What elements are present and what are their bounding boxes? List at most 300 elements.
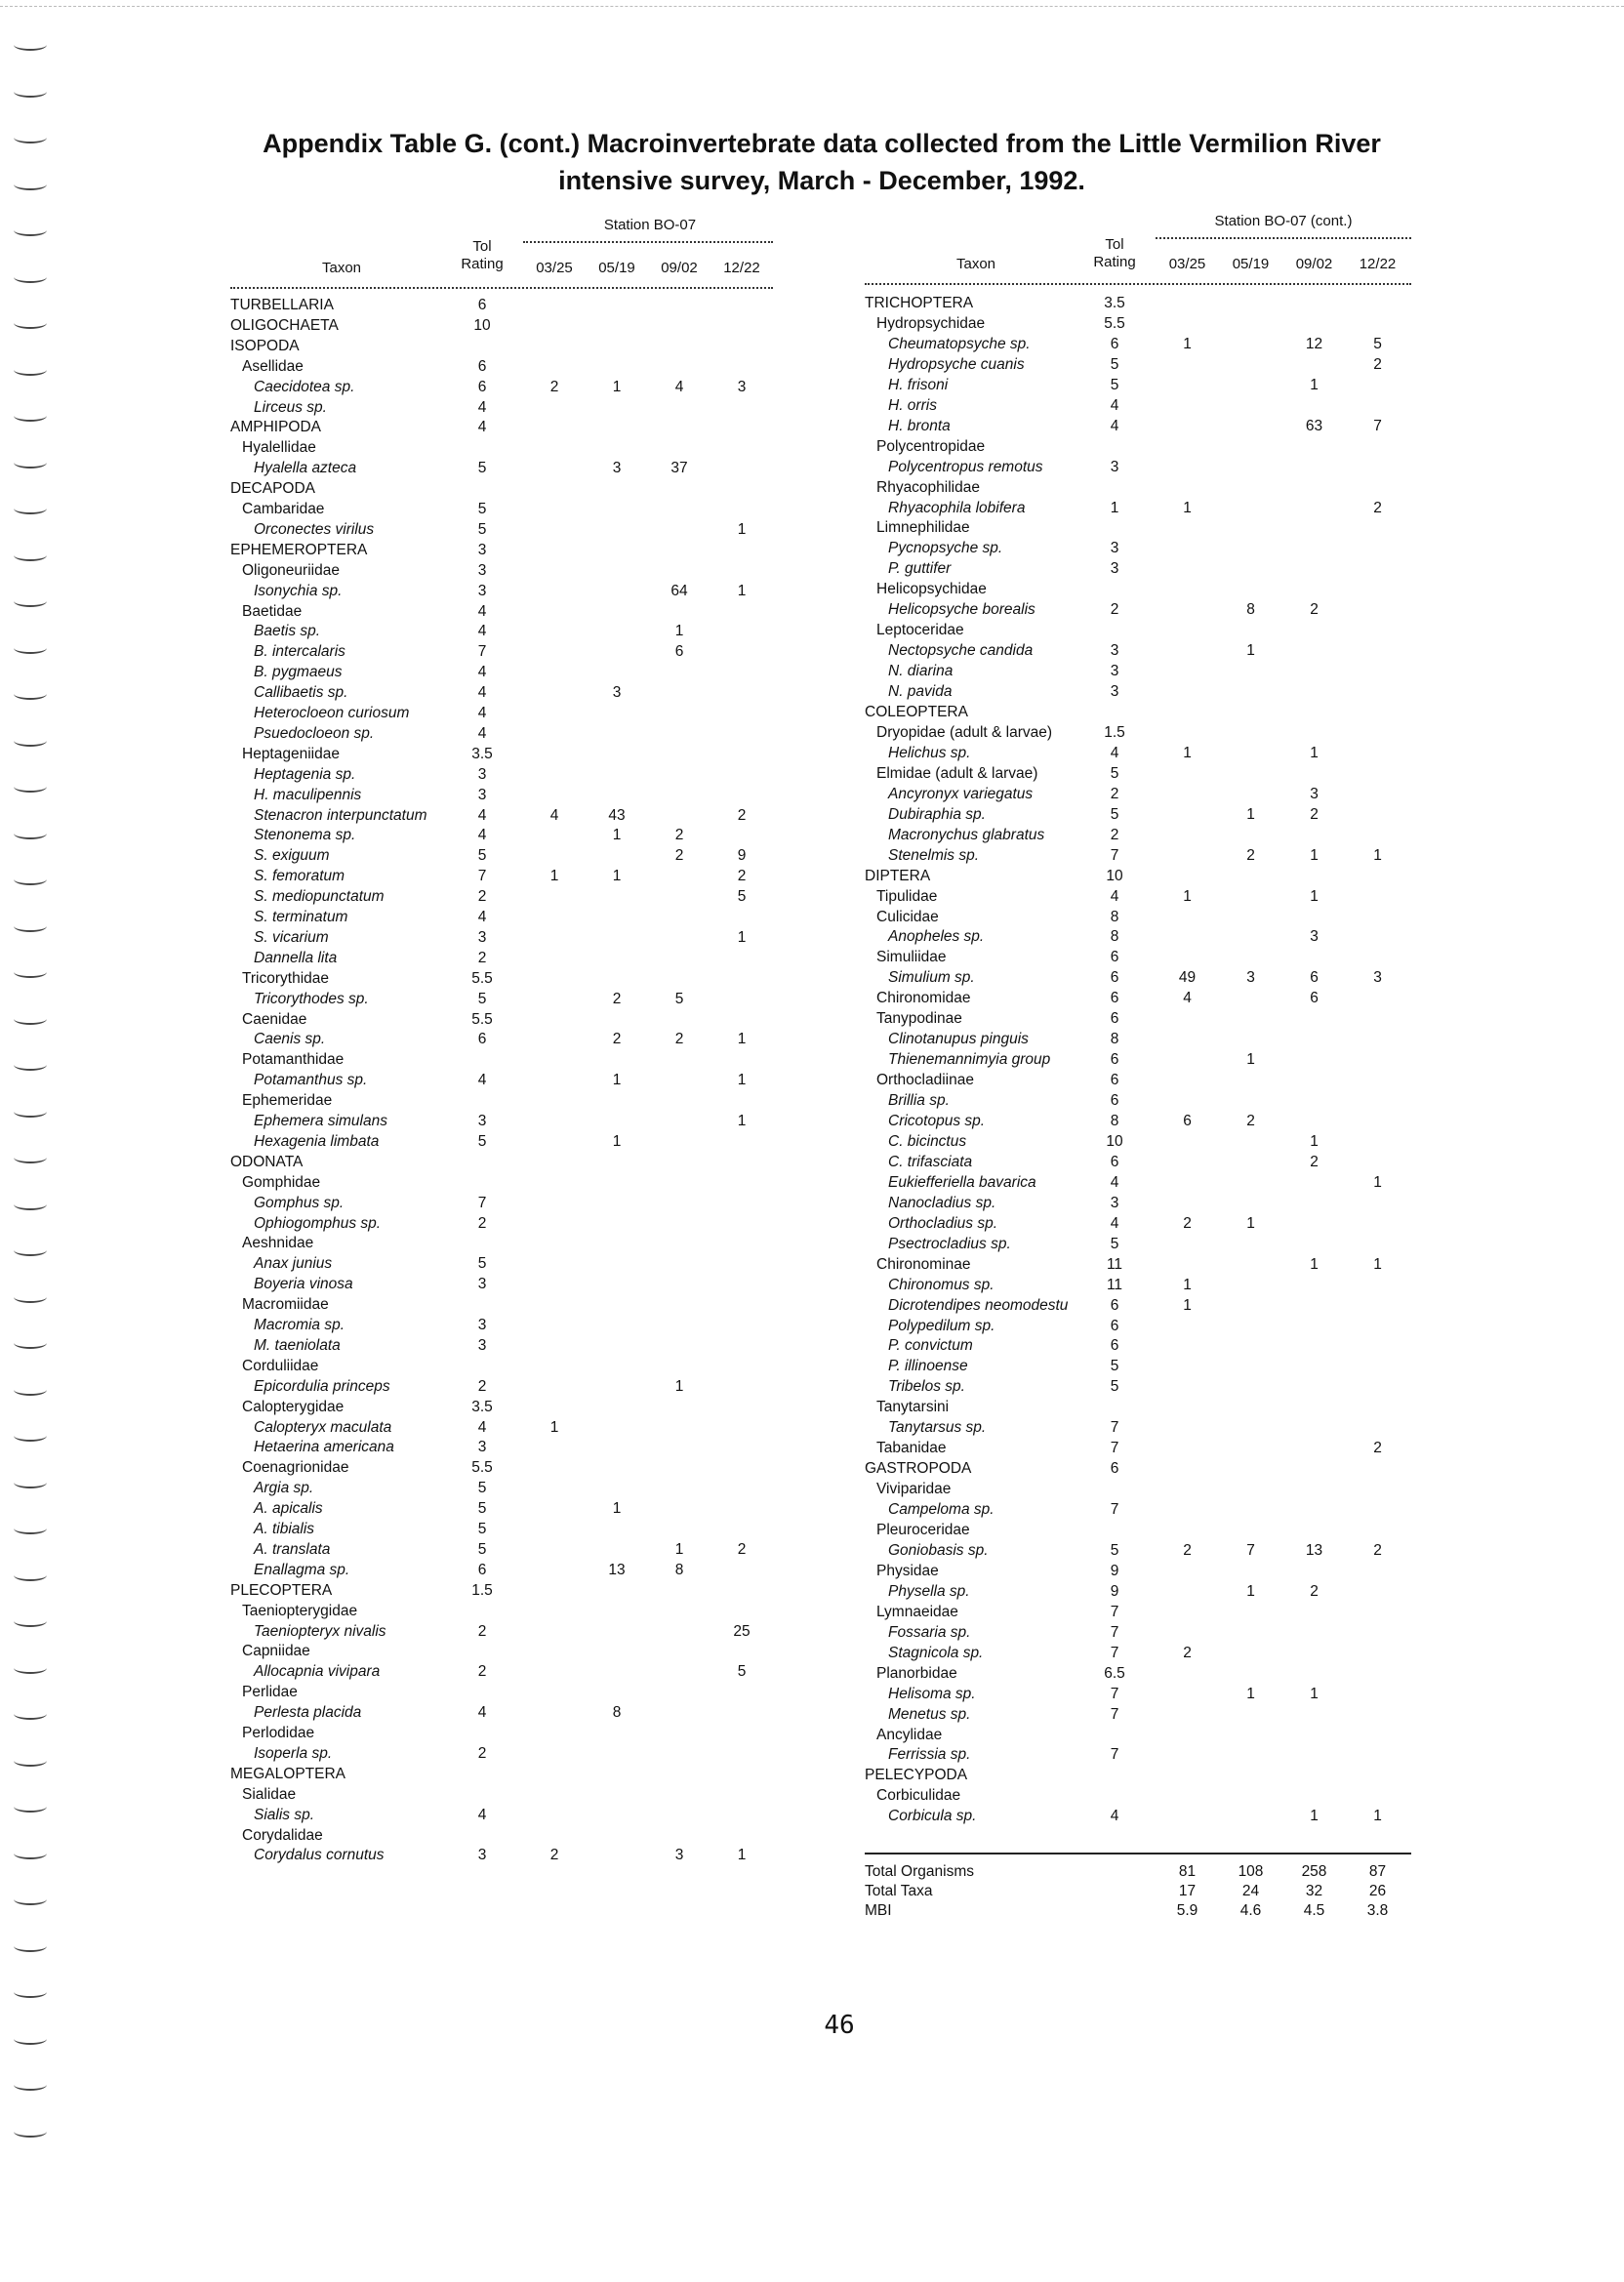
table-row (865, 354, 1411, 375)
taxon-cell: Taeniopterygidae (242, 1602, 358, 1619)
table-row (230, 744, 777, 764)
tol-rating-cell: 2 (477, 1377, 487, 1395)
table-row (865, 1172, 1411, 1193)
taxon-cell: Corydalus cornutus (254, 1847, 385, 1864)
table-row (230, 1621, 777, 1642)
table-row (865, 1275, 1411, 1295)
tol-rating-cell: 5 (477, 501, 487, 517)
tol-rating-cell: 5 (477, 1255, 487, 1273)
count-cell: 1 (737, 520, 747, 538)
taxon-cell: Lirceus sp. (254, 398, 327, 416)
tol-rating-cell: 6 (477, 357, 487, 375)
table-row (865, 538, 1411, 558)
table-row (230, 1213, 777, 1234)
table-row (230, 641, 777, 662)
count-cell: 1 (1183, 335, 1192, 352)
tol-rating-cell: 11 (1106, 1276, 1123, 1293)
tol-rating-cell: 7 (1110, 1685, 1119, 1702)
count-cell: 49 (1178, 969, 1197, 987)
taxon-cell: A. tibialis (254, 1521, 315, 1537)
right-header-taxon: Taxon (955, 256, 996, 272)
count-cell: 1 (612, 1500, 622, 1518)
taxon-cell: Coenagrionidae (242, 1459, 349, 1477)
count-cell: 2 (549, 378, 559, 395)
taxon-cell: Argia sp. (254, 1480, 314, 1497)
count-cell: 25 (733, 1622, 751, 1640)
table-row (230, 1702, 777, 1723)
taxon-cell: Corduliidae (242, 1357, 319, 1374)
taxon-cell: Pleuroceridae (876, 1522, 970, 1538)
table-row (865, 498, 1411, 518)
taxon-cell: Perlidae (242, 1684, 298, 1701)
totals-value: 24 (1241, 1883, 1260, 1899)
tol-rating-cell: 4 (477, 705, 487, 721)
tol-rating-cell: 2 (477, 1622, 487, 1640)
table-row (230, 540, 777, 560)
binder-ring (14, 410, 47, 422)
table-row (865, 1131, 1411, 1152)
table-row (230, 621, 777, 641)
tol-rating-cell: 7 (477, 1194, 487, 1211)
count-cell: 1 (1246, 1685, 1255, 1702)
taxon-cell: Tanytarsus sp. (888, 1419, 987, 1437)
tol-rating-cell: 3 (477, 541, 487, 558)
table-row (865, 1725, 1411, 1745)
table-row (865, 416, 1411, 436)
table-row (230, 499, 777, 519)
tol-rating-cell: 5 (1110, 764, 1119, 782)
taxon-cell: M. taeniolata (254, 1336, 341, 1354)
table-row (865, 1806, 1411, 1826)
taxon-cell: Chironomidae (876, 990, 971, 1007)
binder-ring (14, 132, 47, 143)
count-cell: 13 (1305, 1541, 1323, 1559)
taxon-cell: Epicordulia princeps (254, 1377, 390, 1395)
totals-value: 4.6 (1239, 1902, 1262, 1919)
tol-rating-cell: 4 (477, 664, 487, 681)
count-cell: 2 (1310, 601, 1319, 619)
table-row (865, 661, 1411, 681)
count-cell: 8 (1246, 601, 1255, 619)
tol-rating-cell: 4 (477, 827, 487, 844)
totals-label: Total Organisms (865, 1863, 974, 1880)
count-cell: 2 (1310, 1153, 1319, 1170)
table-row (230, 478, 777, 499)
tol-rating-cell: 3 (477, 786, 487, 803)
count-cell: 1 (1246, 1582, 1255, 1600)
tol-rating-cell: 6 (1110, 969, 1119, 987)
taxon-cell: Stenacron interpunctatum (254, 806, 427, 824)
tol-rating-cell: 4 (1110, 887, 1119, 905)
binder-ring (14, 317, 47, 329)
taxon-cell: Viviparidae (876, 1481, 952, 1498)
tol-rating-cell: 6 (1110, 990, 1119, 1007)
taxon-cell: PELECYPODA (865, 1767, 968, 1784)
tol-rating-cell: 5.5 (471, 1459, 493, 1477)
tol-rating-cell: 4 (477, 724, 487, 742)
count-cell: 2 (674, 847, 684, 865)
taxon-cell: Corydalidae (242, 1826, 323, 1844)
table-row (230, 764, 777, 785)
tol-rating-cell: 7 (1110, 1440, 1119, 1457)
count-cell: 37 (670, 460, 688, 477)
tol-rating-cell: 8 (1110, 908, 1119, 925)
taxon-cell: Heptageniidae (242, 745, 340, 762)
table-row (865, 1213, 1411, 1234)
table-row (865, 1438, 1411, 1458)
tol-rating-cell: 4 (477, 419, 487, 436)
table-row (865, 1152, 1411, 1172)
count-cell: 4 (549, 806, 559, 824)
taxon-cell: P. guttifer (888, 560, 952, 578)
tol-rating-cell: 4 (477, 602, 487, 620)
table-row (865, 947, 1411, 967)
tol-rating-cell: 4 (1110, 417, 1119, 434)
table-row (865, 1704, 1411, 1725)
table-row (865, 1744, 1411, 1765)
table-row (230, 1764, 777, 1784)
taxon-cell: Rhyacophila lobifera (888, 499, 1026, 516)
taxon-cell: Tribelos sp. (888, 1378, 965, 1396)
table-row (230, 356, 777, 377)
totals-value: 3.8 (1366, 1902, 1389, 1919)
table-row (230, 437, 777, 458)
table-row (230, 805, 777, 826)
table-row (230, 1356, 777, 1376)
count-cell: 1 (1310, 376, 1319, 393)
taxon-cell: Macromia sp. (254, 1317, 345, 1333)
tol-rating-cell: 2 (1110, 601, 1119, 619)
count-cell: 2 (737, 868, 747, 885)
taxon-cell: DIPTERA (865, 867, 931, 884)
count-cell: 1 (737, 1847, 747, 1864)
taxon-cell: S. terminatum (254, 909, 348, 925)
table-row (865, 988, 1411, 1008)
taxon-cell: Anax junius (254, 1255, 333, 1273)
table-row (230, 1682, 777, 1702)
tol-rating-cell: 10 (1106, 867, 1123, 884)
tol-rating-cell: 4 (477, 1806, 487, 1823)
count-cell: 3 (674, 1847, 684, 1864)
table-row (230, 1560, 777, 1580)
tol-rating-cell: 9 (1110, 1562, 1119, 1579)
binder-ring (14, 1244, 47, 1256)
taxon-cell: B. intercalaris (254, 643, 345, 661)
tol-rating-cell: 5 (1110, 1358, 1119, 1375)
taxon-cell: Enallagma sp. (254, 1561, 350, 1578)
count-cell: 1 (674, 623, 684, 640)
tol-rating-cell: 4 (477, 1418, 487, 1436)
tol-rating-cell: 2 (1110, 826, 1119, 843)
table-row (230, 1315, 777, 1335)
tol-rating-cell: 3 (477, 1336, 487, 1354)
taxon-cell: Dicrotendipes neomodestu (888, 1296, 1069, 1314)
count-cell: 1 (612, 827, 622, 844)
taxon-cell: Oligoneuriidae (242, 561, 340, 579)
table-row (865, 620, 1411, 640)
count-cell: 3 (1310, 785, 1319, 802)
taxon-cell: Campeloma sp. (888, 1501, 995, 1519)
taxon-cell: Corbiculidae (876, 1787, 961, 1805)
taxon-cell: Macronychus glabratus (888, 826, 1045, 843)
taxon-cell: Isonychia sp. (254, 582, 343, 599)
taxon-cell: Psuedocloeon sp. (254, 724, 375, 742)
taxon-cell: Caenidae (242, 1010, 307, 1028)
count-cell: 2 (612, 990, 622, 1007)
binder-ring (14, 1337, 47, 1349)
table-row (865, 866, 1411, 886)
taxon-cell: Dannella lita (254, 949, 338, 966)
count-cell: 1 (612, 1072, 622, 1089)
table-row (230, 1397, 777, 1417)
binder-ring (14, 1013, 47, 1025)
binder-ring (14, 1152, 47, 1163)
taxon-cell: Planorbidae (876, 1664, 957, 1682)
left-station-label: Station BO-07 (603, 217, 697, 233)
table-row (230, 1131, 777, 1152)
binder-ring (14, 595, 47, 607)
table-row (230, 315, 777, 336)
count-cell: 3 (612, 684, 622, 702)
taxon-cell: Ferrissia sp. (888, 1746, 971, 1764)
table-row (865, 1520, 1411, 1540)
taxon-cell: Culicidae (876, 908, 939, 925)
table-row (865, 1029, 1411, 1049)
count-cell: 1 (1310, 744, 1319, 761)
tol-rating-cell: 6 (1110, 949, 1119, 966)
taxon-cell: Dubiraphia sp. (888, 805, 986, 823)
count-cell: 3 (737, 378, 747, 395)
taxon-cell: GASTROPODA (865, 1460, 972, 1478)
count-cell: 2 (549, 1847, 559, 1864)
binder-ring (14, 1199, 47, 1210)
table-row (865, 1193, 1411, 1213)
table-row (230, 1294, 777, 1315)
left-header-taxon: Taxon (321, 260, 362, 276)
binder-ring (14, 1708, 47, 1720)
count-cell: 12 (1305, 335, 1323, 352)
taxon-cell: C. bicinctus (888, 1132, 967, 1150)
totals-value: 108 (1238, 1863, 1264, 1880)
binder-ring (14, 224, 47, 236)
table-row (230, 581, 777, 601)
tol-rating-cell: 7 (1110, 1746, 1119, 1764)
tol-rating-cell: 4 (477, 623, 487, 640)
right-header-d1: 03/25 (1168, 256, 1206, 272)
binder-ring (14, 457, 47, 469)
tol-rating-cell: 5.5 (471, 1010, 493, 1028)
count-cell: 1 (737, 1031, 747, 1048)
count-cell: 1 (1183, 887, 1192, 905)
binder-ring (14, 1523, 47, 1534)
count-cell: 1 (1246, 805, 1255, 823)
taxon-cell: ODONATA (230, 1153, 304, 1170)
taxon-cell: Boyeria vinosa (254, 1276, 353, 1293)
tol-rating-cell: 7 (1110, 1419, 1119, 1437)
table-row (230, 927, 777, 948)
tol-rating-cell: 5 (477, 990, 487, 1007)
taxon-cell: COLEOPTERA (865, 704, 968, 720)
tol-rating-cell: 7 (1110, 1705, 1119, 1723)
tol-rating-cell: 2 (477, 1214, 487, 1232)
table-row (230, 1519, 777, 1539)
totals-value: 5.9 (1176, 1902, 1198, 1919)
count-cell: 2 (1373, 1440, 1382, 1457)
binder-ring (14, 1106, 47, 1118)
taxon-cell: Caecidotea sp. (254, 378, 355, 395)
tol-rating-cell: 3 (477, 928, 487, 946)
tol-rating-cell: 6 (1110, 1153, 1119, 1170)
table-row (230, 377, 777, 397)
taxon-cell: H. maculipennis (254, 786, 362, 803)
tol-rating-cell: 6 (477, 1031, 487, 1048)
table-row (865, 1316, 1411, 1336)
count-cell: 7 (1246, 1541, 1255, 1559)
tol-rating-cell: 5 (1110, 1378, 1119, 1396)
taxon-cell: Orthocladiinae (876, 1072, 974, 1089)
taxon-cell: Stenonema sp. (254, 827, 356, 844)
table-row (230, 1152, 777, 1172)
taxon-cell: A. apicalis (254, 1500, 323, 1518)
totals-row (865, 1881, 1411, 1901)
totals-row (865, 1900, 1411, 1921)
tol-rating-cell: 8 (1110, 928, 1119, 946)
right-header-d4: 12/22 (1359, 256, 1397, 272)
totals-label: MBI (865, 1902, 892, 1919)
left-header-d4: 12/22 (723, 260, 760, 276)
count-cell: 1 (737, 1072, 747, 1089)
table-row (230, 1437, 777, 1457)
taxon-cell: Limnephilidae (876, 519, 970, 537)
title-line-1: Appendix Table G. (cont.) Macroinvertebrate data collected from the Little Vermilion River (263, 129, 1381, 158)
tol-rating-cell: 3 (1110, 560, 1119, 578)
taxon-cell: ISOPODA (230, 337, 300, 354)
table-row (230, 1825, 777, 1846)
tol-rating-cell: 7 (1110, 1644, 1119, 1661)
tol-rating-cell: 10 (473, 316, 491, 334)
tol-rating-cell: 5.5 (471, 969, 493, 987)
tol-rating-cell: 5 (477, 460, 487, 477)
right-header-d3: 09/02 (1295, 256, 1333, 272)
table-row (230, 1845, 777, 1865)
right-header-d2: 05/19 (1232, 256, 1270, 272)
tol-rating-cell: 4 (477, 806, 487, 824)
tol-rating-cell: 6 (1110, 1337, 1119, 1355)
count-cell: 43 (608, 806, 626, 824)
binder-ring (14, 1894, 47, 1905)
table-row (230, 662, 777, 682)
table-row (865, 1356, 1411, 1376)
count-cell: 2 (737, 1540, 747, 1558)
tol-rating-cell: 4 (1110, 1214, 1119, 1232)
taxon-cell: Stenelmis sp. (888, 846, 980, 864)
taxon-cell: Stagnicola sp. (888, 1644, 984, 1661)
table-row (230, 1376, 777, 1397)
binder-ring (14, 1848, 47, 1859)
table-row (230, 601, 777, 622)
tol-rating-cell: 3 (477, 1113, 487, 1129)
count-cell: 9 (737, 847, 747, 865)
tol-rating-cell: 6 (1110, 1460, 1119, 1478)
tol-rating-cell: 2 (477, 888, 487, 906)
tol-rating-cell: 3 (477, 1439, 487, 1456)
tol-rating-cell: 1.5 (471, 1581, 493, 1599)
binder-ring (14, 1940, 47, 1952)
count-cell: 2 (1373, 355, 1382, 373)
tol-rating-cell: 7 (477, 643, 487, 661)
binder-ring (14, 688, 47, 700)
taxon-cell: Orthocladius sp. (888, 1214, 997, 1232)
table-row (865, 702, 1411, 722)
tol-rating-cell: 5 (477, 1540, 487, 1558)
count-cell: 6 (674, 643, 684, 661)
taxon-cell: Hydropsychidae (876, 314, 986, 332)
taxon-cell: Ephemera simulans (254, 1113, 387, 1129)
count-cell: 1 (1183, 1276, 1192, 1293)
table-row (230, 866, 777, 886)
taxon-cell: S. femoratum (254, 868, 345, 885)
tol-rating-cell: 4 (1110, 396, 1119, 414)
count-cell: 1 (1183, 1296, 1192, 1314)
tol-rating-cell: 5 (1110, 376, 1119, 393)
tol-rating-cell: 7 (1110, 1623, 1119, 1641)
table-row (230, 785, 777, 805)
taxon-cell: A. translata (254, 1540, 331, 1558)
tol-rating-cell: 6 (1110, 1072, 1119, 1089)
tol-rating-cell: 6 (1110, 335, 1119, 352)
taxon-cell: Baetis sp. (254, 623, 321, 640)
table-row (230, 948, 777, 968)
count-cell: 1 (1183, 499, 1192, 516)
count-cell: 2 (612, 1031, 622, 1048)
taxon-cell: Callibaetis sp. (254, 684, 348, 702)
tol-rating-cell: 4 (477, 398, 487, 416)
tol-rating-cell: 5.5 (1104, 314, 1125, 332)
table-row (865, 1376, 1411, 1397)
taxon-cell: Hydropsyche cuanis (888, 355, 1025, 373)
taxon-cell: AMPHIPODA (230, 419, 322, 436)
table-row (865, 1622, 1411, 1643)
table-row (230, 1580, 777, 1601)
binder-ring (14, 39, 47, 51)
count-cell: 1 (1246, 1051, 1255, 1069)
tol-rating-cell: 11 (1106, 1255, 1123, 1273)
table-row (865, 926, 1411, 947)
taxon-cell: Ancylidae (876, 1726, 943, 1743)
taxon-cell: C. trifasciata (888, 1153, 973, 1170)
binder-ring (14, 1615, 47, 1627)
table-row (865, 1008, 1411, 1029)
taxon-cell: Hetaerina americana (254, 1439, 394, 1456)
count-cell: 1 (1310, 846, 1319, 864)
count-cell: 1 (674, 1540, 684, 1558)
taxon-cell: Psectrocladius sp. (888, 1235, 1011, 1252)
count-cell: 5 (1373, 335, 1382, 352)
tol-rating-cell: 5 (477, 1480, 487, 1497)
tol-rating-cell: 5 (1110, 1541, 1119, 1559)
count-cell: 1 (1310, 1808, 1319, 1825)
count-cell: 1 (737, 928, 747, 946)
count-cell: 1 (1310, 1685, 1319, 1702)
taxon-cell: Tipulidae (876, 887, 938, 905)
count-cell: 1 (1373, 1173, 1382, 1191)
taxon-cell: Capniidae (242, 1643, 310, 1660)
table-row (865, 517, 1411, 538)
binder-ring (14, 1291, 47, 1303)
table-row (230, 1090, 777, 1111)
tol-rating-cell: 4 (477, 1704, 487, 1722)
taxon-cell: Gomphus sp. (254, 1194, 345, 1211)
